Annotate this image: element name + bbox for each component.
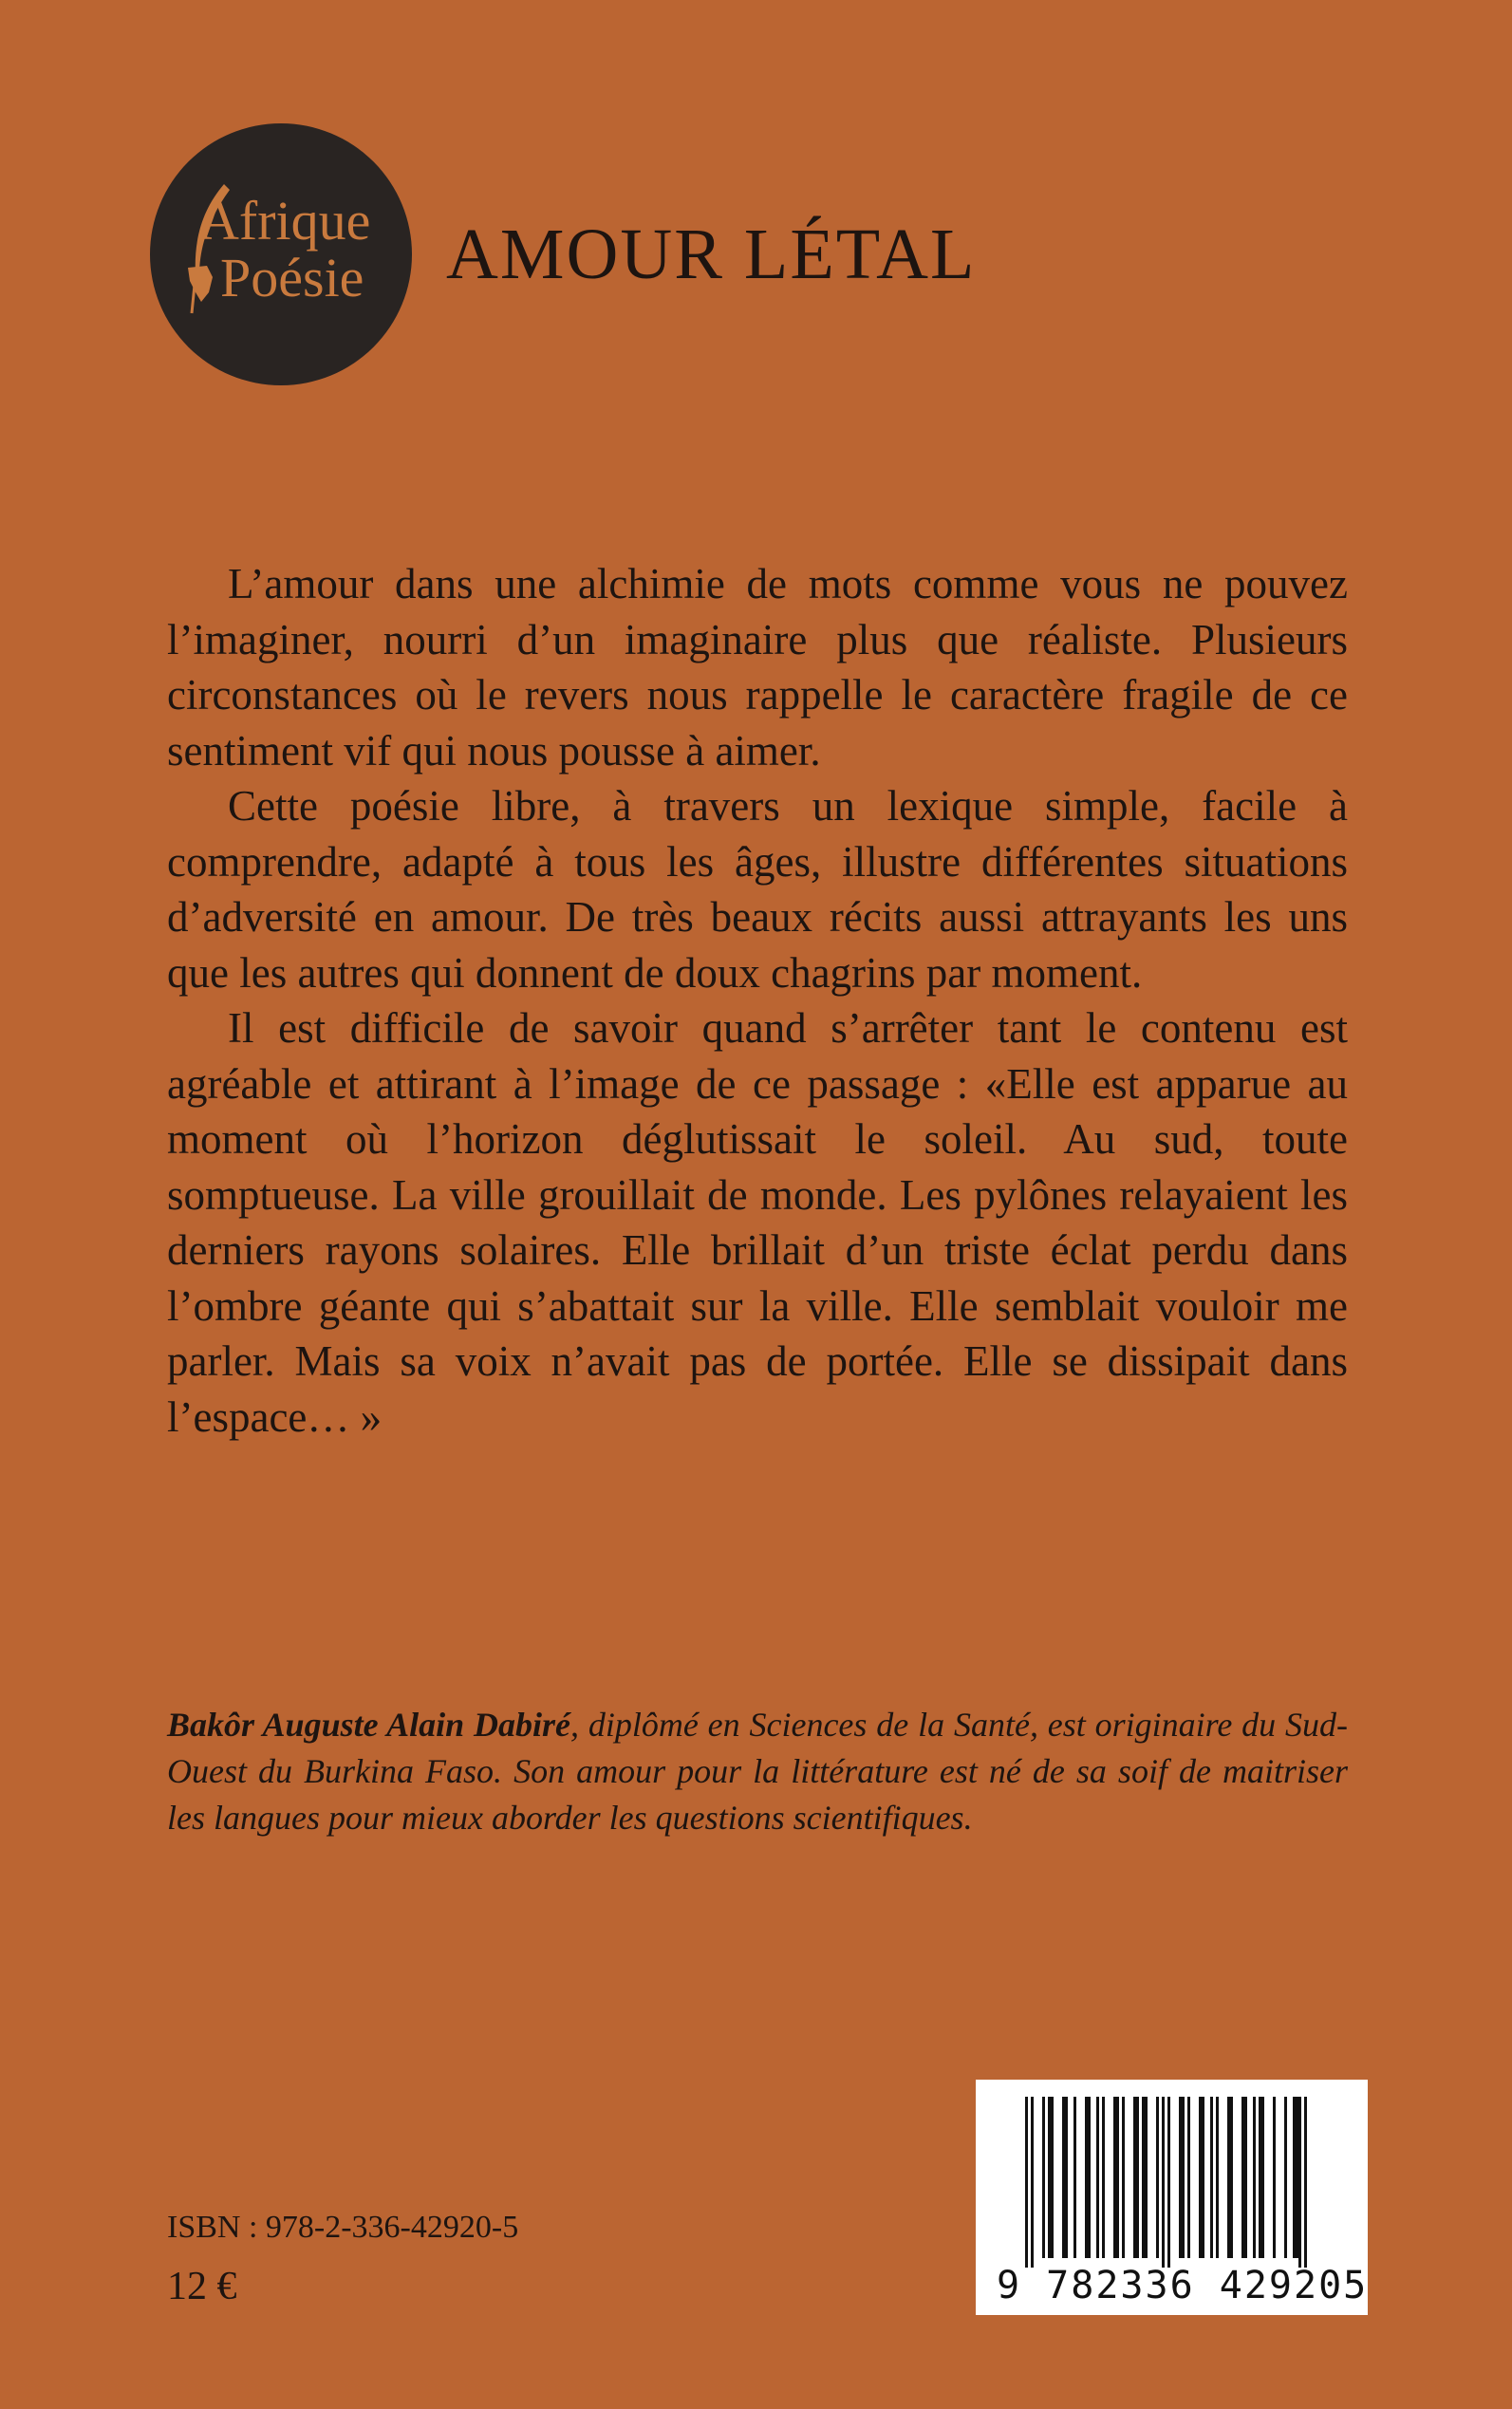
summary-paragraph: Cette poésie libre, à travers un lexique simple, facile à comprendre, adapté à tous les âges, illustre différentes situations d’adversité en amour. De très beaux récits aussi attrayants les uns que les autres qui donnent de doux chagrins par moment.	[167, 782, 1348, 997]
barcode-bar	[1162, 2097, 1165, 2268]
barcode-bars	[1025, 2097, 1319, 2268]
isbn-label: ISBN : 978-2-336-42920-5	[167, 2210, 519, 2245]
barcode-bar	[1241, 2097, 1247, 2258]
barcode-bar	[1284, 2097, 1287, 2258]
barcode-bar	[1273, 2097, 1276, 2258]
barcode-bar	[1113, 2097, 1119, 2258]
barcode-bar	[1298, 2097, 1301, 2268]
book-title: AMOUR LÉTAL	[446, 215, 977, 294]
barcode-bar	[1304, 2097, 1307, 2268]
barcode-bar	[1073, 2097, 1076, 2258]
price-label: 12 €	[167, 2265, 237, 2308]
barcode	[976, 2080, 1368, 2315]
logo-text-afrique: Afrique	[199, 190, 371, 252]
barcode-digits: 9 782336 429205	[997, 2264, 1369, 2307]
barcode-bar	[1156, 2097, 1159, 2258]
summary-paragraph: L’amour dans une alchimie de mots comme vous ne pouvez l’imaginer, nourri d’un imaginaire plus que réaliste. Plusieurs circonstances où le revers nous rappelle le caractère fragile de ce sentiment vif qui nous pousse à aimer.	[167, 560, 1348, 775]
barcode-bar	[1142, 2097, 1148, 2258]
author-name: Bakôr Auguste Alain Dabiré	[167, 1706, 570, 1744]
barcode-bar	[1167, 2097, 1170, 2268]
barcode-bar	[1133, 2097, 1139, 2258]
barcode-bar	[1102, 2097, 1105, 2258]
barcode-bar	[1293, 2097, 1298, 2258]
barcode-bar	[1042, 2097, 1045, 2258]
barcode-bar	[1048, 2097, 1054, 2258]
barcode-bar	[1199, 2097, 1204, 2258]
barcode-bar	[1062, 2097, 1068, 2258]
barcode-bar	[1025, 2097, 1028, 2268]
barcode-bar	[1227, 2097, 1233, 2258]
barcode-bar	[1096, 2097, 1099, 2258]
barcode-bar	[1179, 2097, 1185, 2258]
barcode-bar	[1031, 2097, 1034, 2268]
summary-paragraph: Il est difficile de savoir quand s’arrêter tant le contenu est agréable et attirant à l’image de ce passage : «Elle est apparue au moment où l’horizon déglutissait le soleil. Au sud, toute somptueuse. La ville grouillait de monde. Les pylônes relayaient les derniers rayons solaires. Elle brillait d’un triste éclat perdu dans l’ombre géante qui s’abattait sur la ville. Elle semblait vouloir me parler. Mais sa voix n’avait pas de portée. Elle se dissipait dans l’espace… »	[167, 1004, 1348, 1441]
barcode-bar	[1187, 2097, 1190, 2258]
barcode-bar	[1210, 2097, 1213, 2258]
author-bio	[167, 1702, 1348, 1841]
barcode-bar	[1085, 2097, 1091, 2258]
author-bio-text: , diplômé en Sciences de la Santé, est originaire du Sud-Ouest du Burkina Faso. Son amour pour la littérature est né de sa soif de maitriser les langues pour mieux aborder les questions scientifiques.	[167, 1706, 1348, 1837]
barcode-bar	[1216, 2097, 1219, 2258]
back-cover-summary	[167, 556, 1348, 1445]
barcode-bar	[1253, 2097, 1256, 2258]
logo-text-poesie: Poésie	[220, 247, 364, 308]
publisher-logo	[150, 123, 412, 385]
barcode-bar	[1122, 2097, 1125, 2258]
barcode-bar	[1259, 2097, 1264, 2258]
